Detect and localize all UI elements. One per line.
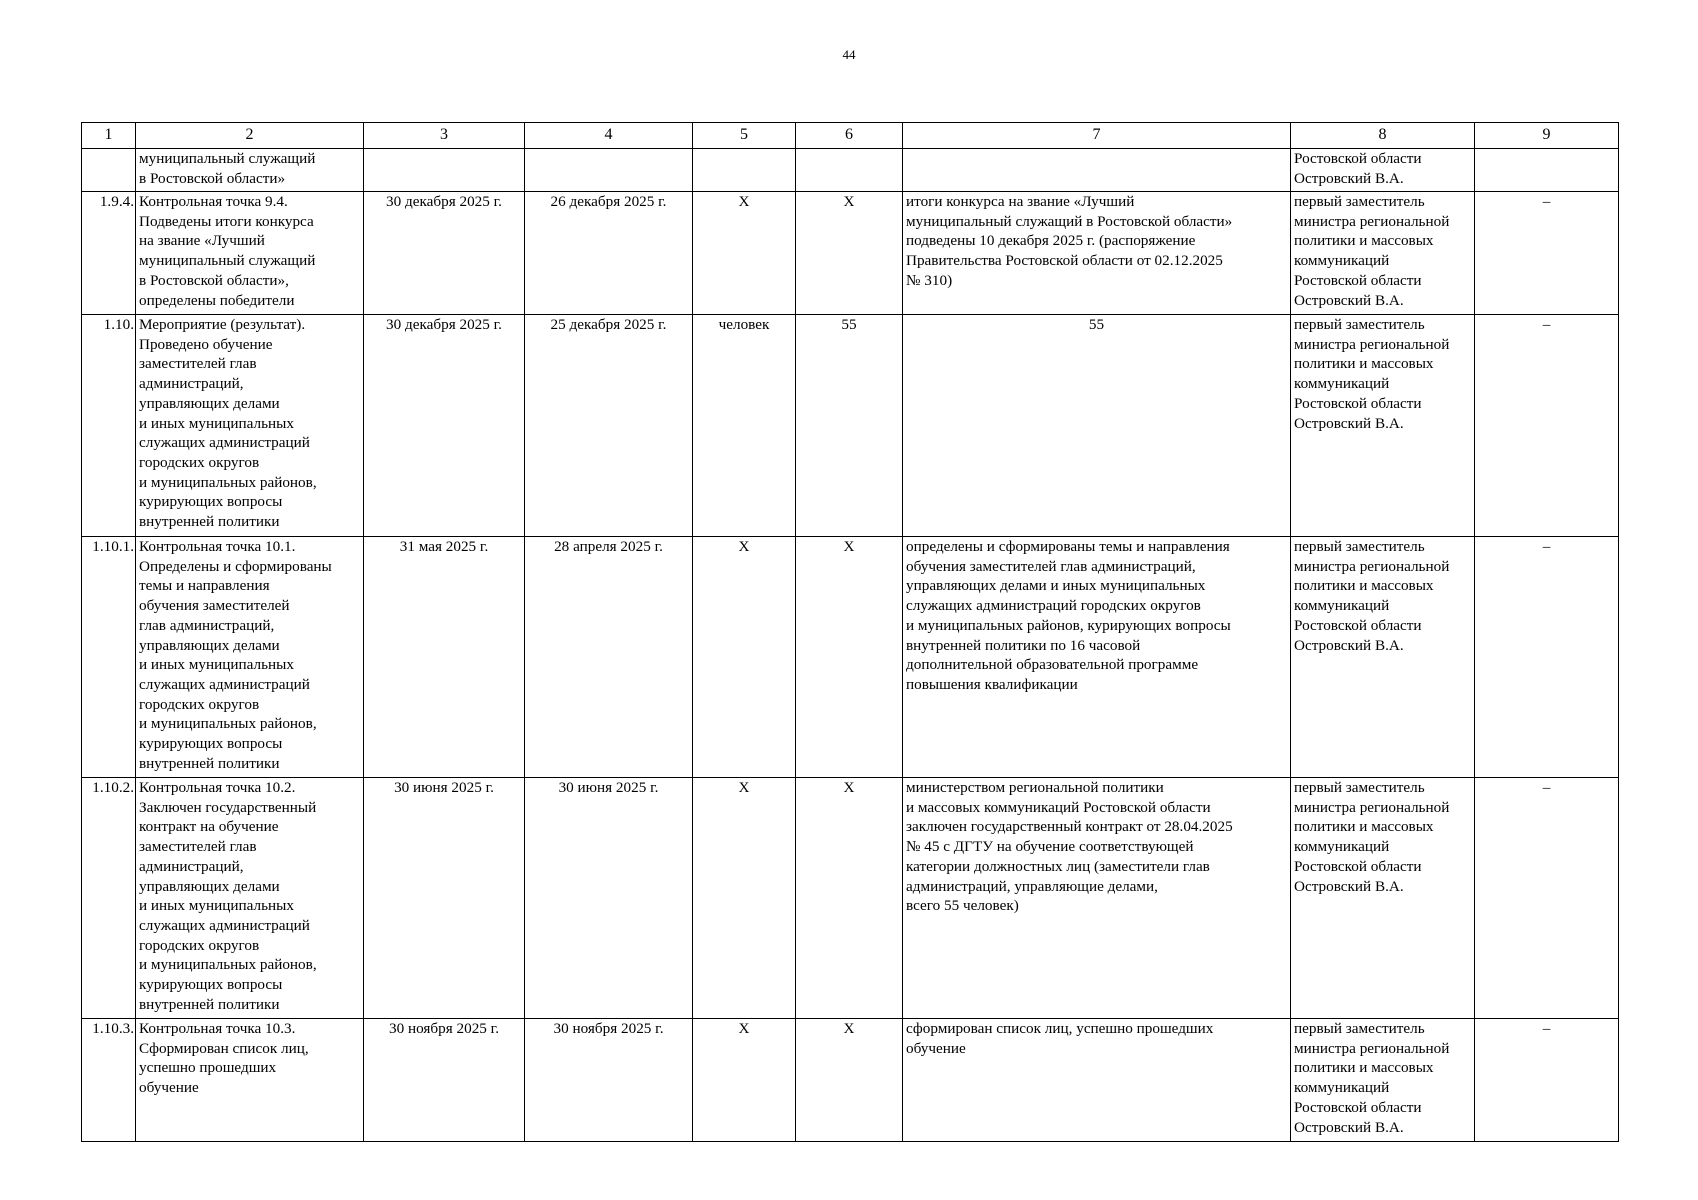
table-row (82, 1019, 1619, 1142)
plan-table (81, 122, 1619, 1142)
unit: Х (693, 537, 796, 778)
plan-value: Х (796, 192, 903, 315)
result-text: 55 (903, 315, 1291, 537)
page-number: 44 (842, 47, 856, 62)
plan-value (796, 149, 903, 192)
unit: человек (693, 315, 796, 537)
table-row (82, 537, 1619, 778)
unit: Х (693, 1019, 796, 1142)
result-text: сформирован список лиц, успешно прошедших обучение (903, 1019, 1291, 1142)
item-name: Контрольная точка 9.4. Подведены итоги конкурса на звание «Лучший муниципальный служащий в Ростовской области», определены победители (136, 192, 364, 315)
note: – (1475, 537, 1619, 778)
row-number: 1.10.3. (82, 1019, 136, 1142)
note: – (1475, 315, 1619, 537)
responsible: первый заместитель министра региональной политики и массовых коммуникаций Ростовской области Островский В.А. (1291, 315, 1475, 537)
column-number: 6 (796, 123, 903, 149)
table-row (82, 778, 1619, 1019)
table-row (82, 192, 1619, 315)
unit: Х (693, 192, 796, 315)
plan-date: 30 декабря 2025 г. (364, 192, 525, 315)
responsible: первый заместитель министра региональной политики и массовых коммуникаций Ростовской области Островский В.А. (1291, 1019, 1475, 1142)
column-number: 3 (364, 123, 525, 149)
item-name: муниципальный служащий в Ростовской области» (136, 149, 364, 192)
item-name: Контрольная точка 10.3. Сформирован список лиц, успешно прошедших обучение (136, 1019, 364, 1142)
fact-date: 25 декабря 2025 г. (525, 315, 693, 537)
item-name: Мероприятие (результат). Проведено обучение заместителей глав администраций, управляющих делами и иных муниципальных служащих администраций городских округов и муниципальных районов, курирующих вопросы внутренней политики (136, 315, 364, 537)
fact-date: 26 декабря 2025 г. (525, 192, 693, 315)
fact-date: 30 ноября 2025 г. (525, 1019, 693, 1142)
plan-value: Х (796, 1019, 903, 1142)
result-text: определены и сформированы темы и направления обучения заместителей глав администраций, управляющих делами и иных муниципальных служащих администраций городских округов и муниципальных районов, курирующих вопросы внутренней политики по 16 часовой дополнительной образовательной программе повышения квалификации (903, 537, 1291, 778)
row-number: 1.10. (82, 315, 136, 537)
item-name: Контрольная точка 10.2. Заключен государственный контракт на обучение заместителей глав администраций, управляющих делами и иных муниципальных служащих администраций городских округов и муниципальных районов, курирующих вопросы внутренней политики (136, 778, 364, 1019)
fact-date: 30 июня 2025 г. (525, 778, 693, 1019)
responsible: первый заместитель министра региональной политики и массовых коммуникаций Ростовской области Островский В.А. (1291, 537, 1475, 778)
plan-date: 30 июня 2025 г. (364, 778, 525, 1019)
column-number: 9 (1475, 123, 1619, 149)
responsible: Ростовской области Островский В.А. (1291, 149, 1475, 192)
row-number: 1.10.1. (82, 537, 136, 778)
plan-value: 55 (796, 315, 903, 537)
responsible: первый заместитель министра региональной политики и массовых коммуникаций Ростовской области Островский В.А. (1291, 778, 1475, 1019)
fact-date (525, 149, 693, 192)
responsible: первый заместитель министра региональной политики и массовых коммуникаций Ростовской области Островский В.А. (1291, 192, 1475, 315)
plan-date: 30 ноября 2025 г. (364, 1019, 525, 1142)
fact-date: 28 апреля 2025 г. (525, 537, 693, 778)
column-number: 1 (82, 123, 136, 149)
plan-date: 30 декабря 2025 г. (364, 315, 525, 537)
column-number: 7 (903, 123, 1291, 149)
result-text: итоги конкурса на звание «Лучший муниципальный служащий в Ростовской области» подведены 10 декабря 2025 г. (распоряжение Правительства Ростовской области от 02.12.2025 № 310) (903, 192, 1291, 315)
table-row (82, 149, 1619, 192)
table-row (82, 315, 1619, 537)
column-number: 5 (693, 123, 796, 149)
note: – (1475, 1019, 1619, 1142)
plan-value: Х (796, 778, 903, 1019)
item-name: Контрольная точка 10.1. Определены и сформированы темы и направления обучения заместителей глав администраций, управляющих делами и иных муниципальных служащих администраций городских округов и муниципальных районов, курирующих вопросы внутренней политики (136, 537, 364, 778)
note (1475, 149, 1619, 192)
note: – (1475, 778, 1619, 1019)
unit: Х (693, 778, 796, 1019)
result-text (903, 149, 1291, 192)
column-number: 8 (1291, 123, 1475, 149)
row-number: 1.9.4. (82, 192, 136, 315)
row-number: 1.10.2. (82, 778, 136, 1019)
column-number: 2 (136, 123, 364, 149)
note: – (1475, 192, 1619, 315)
column-number: 4 (525, 123, 693, 149)
column-number-row (82, 123, 1619, 149)
plan-date: 31 мая 2025 г. (364, 537, 525, 778)
plan-date (364, 149, 525, 192)
unit (693, 149, 796, 192)
row-number (82, 149, 136, 192)
result-text: министерством региональной политики и массовых коммуникаций Ростовской области заключен государственный контракт от 28.04.2025 № 45 с ДГТУ на обучение соответствующей категории должностных лиц (заместители глав администраций, управляющие делами, всего 55 человек) (903, 778, 1291, 1019)
plan-value: Х (796, 537, 903, 778)
